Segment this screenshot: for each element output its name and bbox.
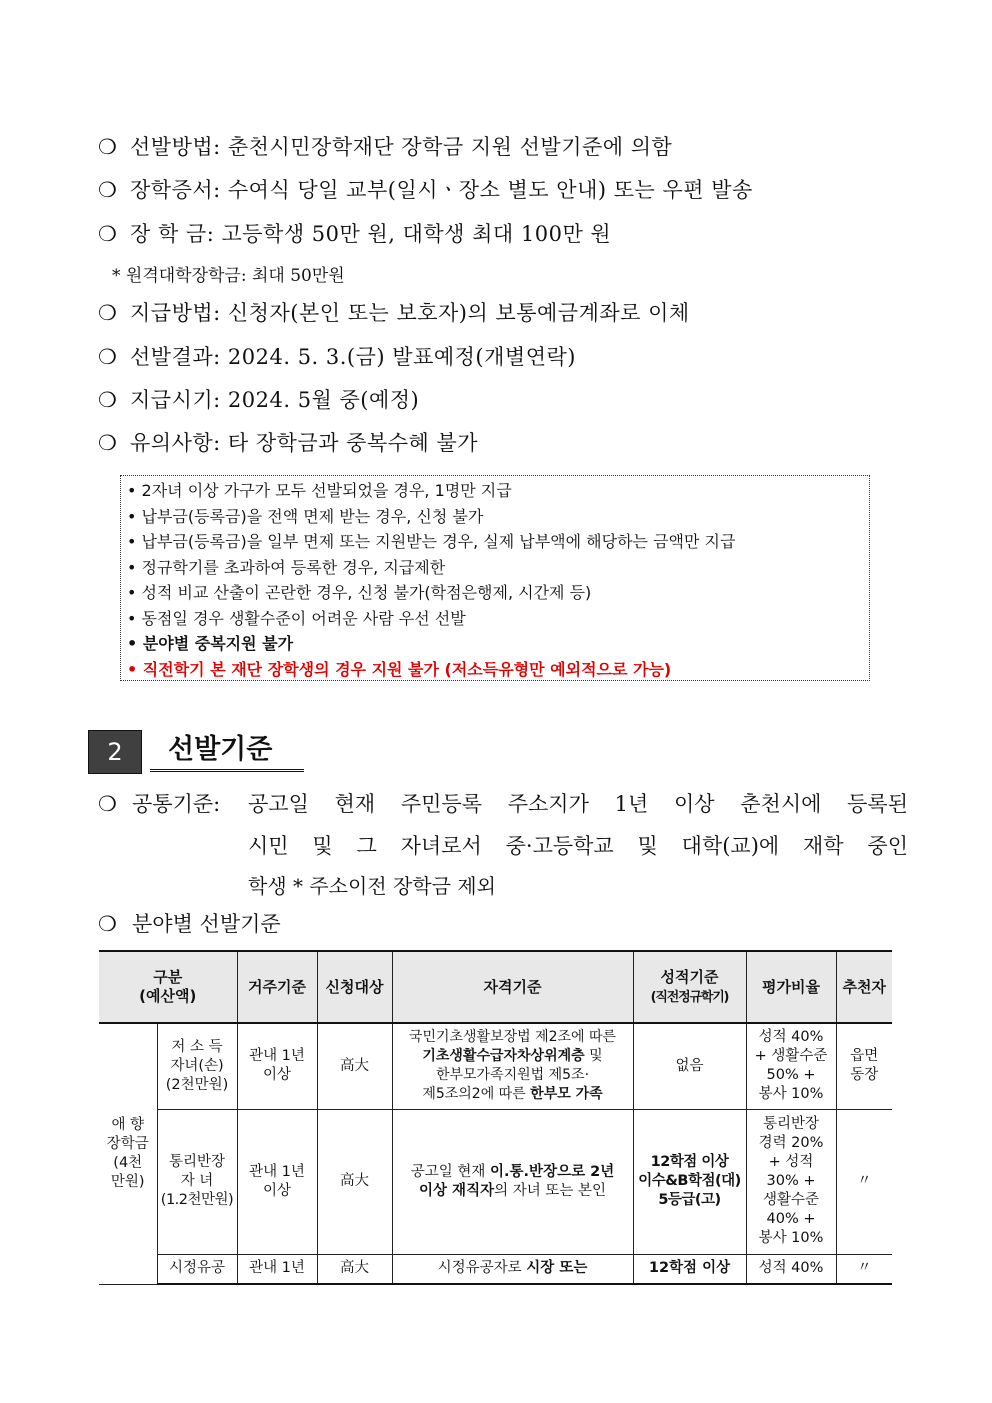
grade-cell: 12학점 이상: [633, 1254, 746, 1284]
notice-item: • 직전학기 본 재단 장학생의 경우 지원 불가 (저소득유형만 예외적으로 가능): [127, 659, 672, 679]
recommender-cell: 〃: [836, 1109, 892, 1254]
grade-cell: 없음: [633, 1023, 746, 1109]
subcategory-cell: 저 소 득 자녀(손) (2천만원): [157, 1023, 237, 1109]
table-row: [99, 1254, 892, 1284]
section-title: 선발기준: [150, 728, 304, 772]
target-cell: 高大: [317, 1254, 392, 1284]
common-criteria-line3: 학생 * 주소이전 장학금 제외: [248, 874, 496, 898]
header-recommender: 추천자: [836, 951, 892, 1023]
selection-criteria-table: [99, 950, 892, 1285]
qualification-cell: 국민기초생활보장법 제2조에 따른 기초생활수급자차상위계층 및 한부모가족지원법 제5조· 제5조의2에 따른 한부모 가족: [392, 1023, 633, 1109]
recommender-cell: 〃: [836, 1254, 892, 1284]
notice-item: • 분야별 중복지원 불가: [127, 634, 294, 653]
header-target: 신청대상: [317, 951, 392, 1023]
qualification-cell: 시정유공자로 시장 또는: [392, 1254, 633, 1284]
header-category: 구분 (예산액): [99, 951, 237, 1023]
subcategory-cell: 시정유공: [157, 1254, 237, 1284]
method-line: ❍ 선발방법: 춘천시민장학재단 장학금 지원 선발기준에 의함: [98, 135, 673, 159]
common-criteria-line1: 공고일 현재 주민등록 주소지가 1년 이상 춘천시에 등록된: [248, 792, 908, 816]
notice-box: [120, 475, 870, 681]
ratio-cell: 성적 40% + 생활수준 50% + 봉사 10%: [746, 1023, 836, 1109]
ratio-cell: 성적 40%: [746, 1254, 836, 1284]
notice-item: • 정규학기를 초과하여 등록한 경우, 지급제한: [127, 557, 446, 577]
table-row: [99, 1109, 892, 1254]
notice-item: • 납부금(등록금)을 일부 면제 또는 지원받는 경우, 실제 납부액에 해당하는 금액만 지급: [127, 532, 736, 551]
target-cell: 高大: [317, 1023, 392, 1109]
header-residence: 거주기준: [237, 951, 317, 1023]
section-number: 2: [88, 730, 142, 774]
result-line: ❍ 선발결과: 2024. 5. 3.(금) 발표예정(개별연락): [98, 345, 576, 369]
notice-item: • 동점일 경우 생활수준이 어려운 사람 우선 선발: [127, 608, 466, 628]
grade-cell: 12학점 이상 이수&B학점(대) 5등급(고): [633, 1109, 746, 1254]
recommender-cell: 읍면 동장: [836, 1023, 892, 1109]
header-grade: 성적기준 (직전정규학기): [633, 951, 746, 1023]
group-cell: 애 향 장학금 (4천 만원): [99, 1023, 157, 1284]
table-row: [99, 1023, 892, 1109]
subcategory-cell: 통리반장 자 녀 (1.2천만원): [157, 1109, 237, 1254]
residence-cell: 관내 1년 이상: [237, 1109, 317, 1254]
notice-item: • 성적 비교 산출이 곤란한 경우, 신청 불가(학점은행제, 시간제 등): [127, 583, 592, 602]
table-header-row: [99, 951, 892, 1023]
header-ratio: 평가비율: [746, 951, 836, 1023]
target-cell: 高大: [317, 1109, 392, 1254]
qualification-cell: 공고일 현재 이.통.반장으로 2년 이상 재직자의 자녀 또는 본인: [392, 1109, 633, 1254]
residence-cell: 관내 1년: [237, 1254, 317, 1284]
notice-item: • 납부금(등록금)을 전액 면제 받는 경우, 신청 불가: [127, 506, 484, 526]
common-criteria-line2: 시민 및 그 자녀로서 중·고등학교 및 대학(교)에 재학 중인: [248, 834, 908, 858]
payment-method-line: ❍ 지급방법: 신청자(본인 또는 보호자)의 보통예금계좌로 이체: [98, 301, 690, 325]
field-criteria-label: ❍ 분야별 선발기준: [98, 912, 281, 936]
residence-cell: 관내 1년 이상: [237, 1023, 317, 1109]
common-criteria-label: ❍ 공통기준:: [98, 792, 221, 816]
certificate-line: ❍ 장학증서: 수여식 당일 교부(일시ㆍ장소 별도 안내) 또는 우편 발송: [98, 178, 753, 202]
remote-note: * 원격대학장학금: 최대 50만원: [112, 266, 345, 286]
payment-date-line: ❍ 지급시기: 2024. 5월 중(예정): [98, 388, 420, 412]
ratio-cell: 통리반장 경력 20% + 성적 30% + 생활수준 40% + 봉사 10%: [746, 1109, 836, 1254]
amount-line: ❍ 장 학 금: 고등학생 50만 원, 대학생 최대 100만 원: [98, 222, 612, 246]
notice-item: • 2자녀 이상 가구가 모두 선발되었을 경우, 1명만 지급: [127, 481, 512, 500]
caution-line: ❍ 유의사항: 타 장학금과 중복수혜 불가: [98, 431, 479, 455]
header-qualification: 자격기준: [392, 951, 633, 1023]
